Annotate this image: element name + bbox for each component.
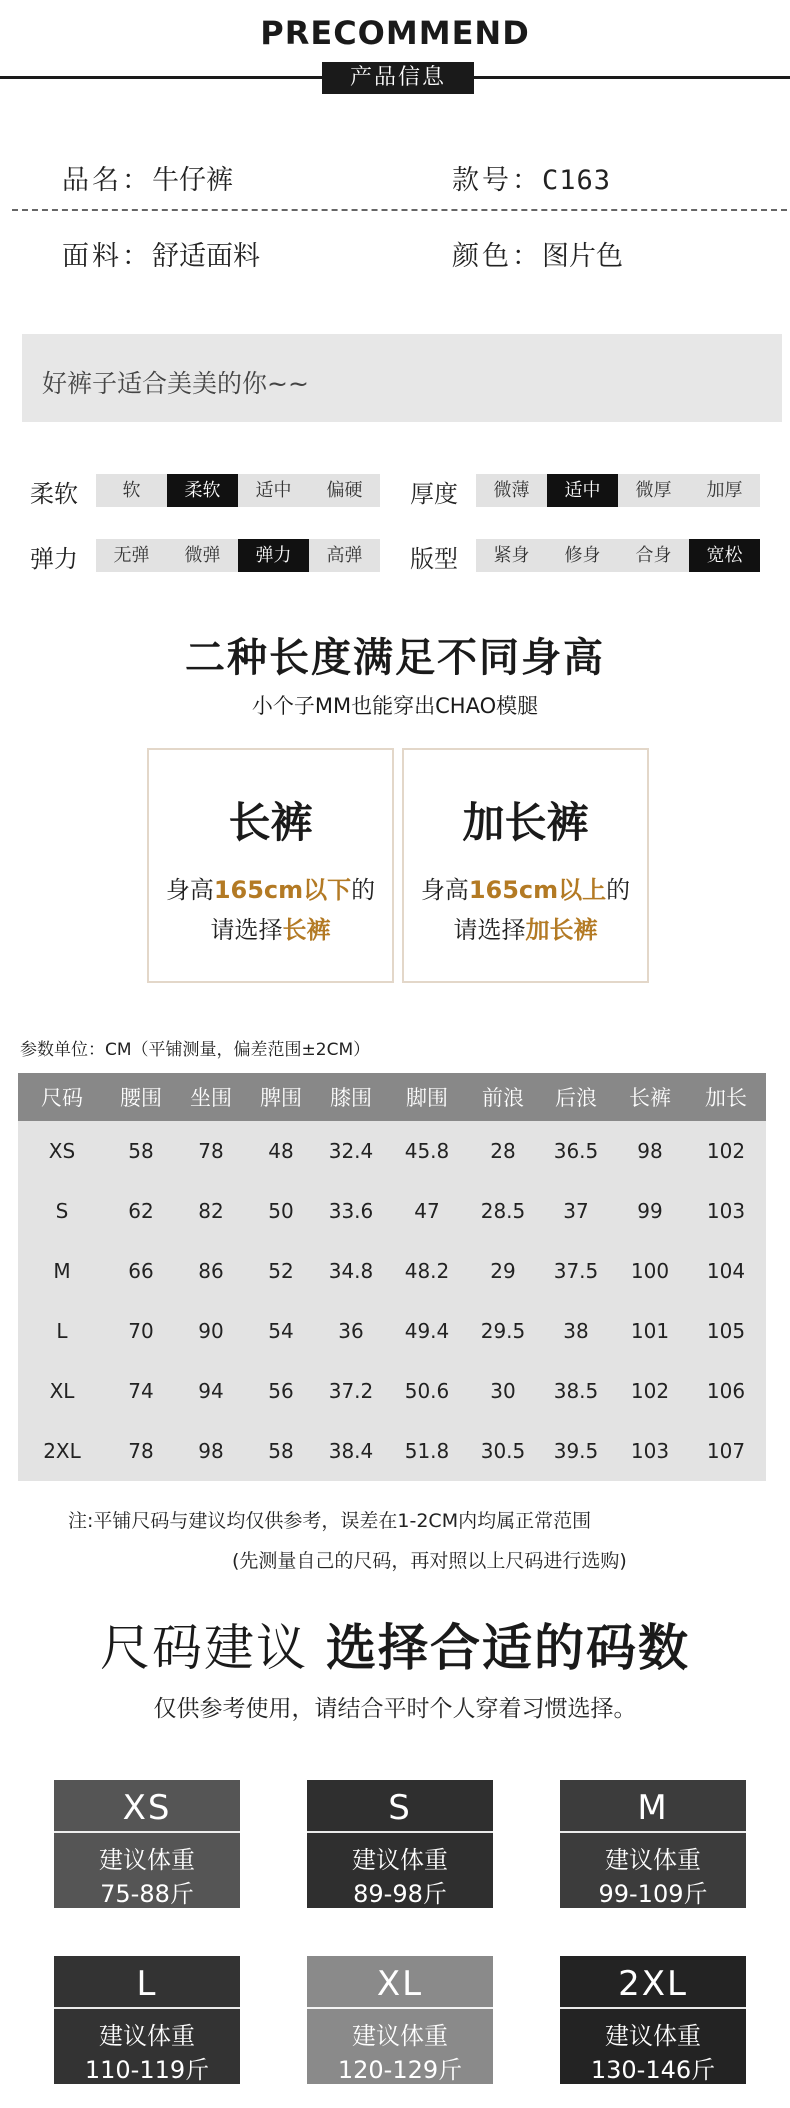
table-cell: 47: [386, 1181, 468, 1241]
table-cell: 86: [176, 1241, 246, 1301]
size-card-weight: 130-146斤: [590, 2056, 716, 2084]
fabric: [62, 234, 260, 273]
color: [452, 234, 623, 273]
table-cell-size: XL: [18, 1361, 106, 1421]
table-header: 加长: [686, 1073, 766, 1121]
table-cell: 101: [614, 1301, 686, 1361]
table-header: 长裤: [614, 1073, 686, 1121]
table-cell: 36: [316, 1301, 386, 1361]
product-name: [62, 158, 233, 197]
size-card-label: 建议体重: [605, 1846, 701, 1874]
table-cell-size: S: [18, 1181, 106, 1241]
table-cell: 37: [538, 1181, 614, 1241]
fabric-label: 面料：: [62, 241, 152, 272]
table-header: 膝围: [316, 1073, 386, 1121]
attr-thickness: [476, 474, 760, 507]
attr-option: 弹力: [238, 539, 309, 572]
size-card-xl: [307, 1956, 493, 2084]
table-cell: 66: [106, 1241, 176, 1301]
size-card-size: 2XL: [618, 1964, 688, 2004]
table-header: 前浪: [468, 1073, 538, 1121]
table-cell: 58: [106, 1121, 176, 1181]
table-cell: 48.2: [386, 1241, 468, 1301]
table-cell: 45.8: [386, 1121, 468, 1181]
size-card-label: 建议体重: [352, 2022, 448, 2050]
size-card-weight: 120-129斤: [337, 2056, 463, 2084]
length-card-choice: 请选择加长裤: [453, 916, 598, 944]
table-cell: 56: [246, 1361, 316, 1421]
table-cell: 52: [246, 1241, 316, 1301]
attr-option: 微厚: [618, 474, 689, 507]
table-row: [18, 1361, 766, 1421]
attr-option: 紧身: [476, 539, 547, 572]
table-row: [18, 1241, 766, 1301]
size-card-label: 建议体重: [352, 1846, 448, 1874]
table-cell: 105: [686, 1301, 766, 1361]
table-cell: 98: [176, 1421, 246, 1481]
table-cell-size: M: [18, 1241, 106, 1301]
table-cell: 102: [614, 1361, 686, 1421]
table-cell-size: XS: [18, 1121, 106, 1181]
size-table: [18, 1073, 766, 1481]
style-number: [452, 158, 611, 197]
size-card-label: 建议体重: [605, 2022, 701, 2050]
product-name-label: 品名：: [62, 165, 152, 196]
table-cell: 37.5: [538, 1241, 614, 1301]
table-cell: 34.8: [316, 1241, 386, 1301]
table-row: [18, 1121, 766, 1181]
table-cell: 100: [614, 1241, 686, 1301]
attr-option: 微薄: [476, 474, 547, 507]
size-card-weight: 89-98斤: [353, 1880, 447, 1908]
table-cell: 99: [614, 1181, 686, 1241]
attr-fit: [476, 539, 760, 572]
table-cell: 90: [176, 1301, 246, 1361]
table-cell: 49.4: [386, 1301, 468, 1361]
attr-label-softness: 柔软: [30, 480, 78, 508]
table-cell: 78: [106, 1421, 176, 1481]
size-card-size: S: [388, 1788, 412, 1828]
fabric-value: 舒适面料: [152, 241, 260, 272]
table-header: 脾围: [246, 1073, 316, 1121]
table-cell: 30.5: [468, 1421, 538, 1481]
table-cell: 28: [468, 1121, 538, 1181]
size-card-weight: 75-88斤: [100, 1880, 194, 1908]
length-title: 二种长度满足不同身高: [185, 635, 605, 681]
length-card-choice: 请选择长裤: [210, 916, 331, 944]
table-cell: 37.2: [316, 1361, 386, 1421]
attr-option: 适中: [238, 474, 309, 507]
product-name-value: 牛仔裤: [152, 165, 233, 196]
attr-option: 偏硬: [309, 474, 380, 507]
attr-option: 适中: [547, 474, 618, 507]
size-card-divider: [560, 2007, 746, 2009]
table-header: 脚围: [386, 1073, 468, 1121]
length-card-name: 长裤: [228, 798, 313, 847]
table-cell: 104: [686, 1241, 766, 1301]
color-value: 图片色: [542, 241, 623, 272]
attr-option: 高弹: [309, 539, 380, 572]
attr-softness: [96, 474, 380, 507]
size-card-xs: [54, 1780, 240, 1908]
slogan-text: 好裤子适合美美的你~~: [42, 369, 309, 398]
table-header: 后浪: [538, 1073, 614, 1121]
attr-option: 宽松: [689, 539, 760, 572]
size-card-2xl: [560, 1956, 746, 2084]
length-subtitle: 小个子MM也能穿出CHAO模腿: [251, 694, 539, 718]
size-card-size: XS: [122, 1788, 172, 1828]
table-cell: 98: [614, 1121, 686, 1181]
length-card-regular: [147, 748, 394, 983]
table-cell: 29.5: [468, 1301, 538, 1361]
table-cell: 54: [246, 1301, 316, 1361]
size-card-divider: [307, 1831, 493, 1833]
table-cell: 50.6: [386, 1361, 468, 1421]
attr-label-fit: 版型: [410, 545, 458, 573]
attr-option: 合身: [618, 539, 689, 572]
table-cell: 107: [686, 1421, 766, 1481]
advice-title: [0, 1608, 790, 1680]
table-cell-size: 2XL: [18, 1421, 106, 1481]
table-cell: 78: [176, 1121, 246, 1181]
page-title: PRECOMMEND: [260, 14, 530, 52]
table-cell: 103: [614, 1421, 686, 1481]
table-cell: 82: [176, 1181, 246, 1241]
attr-option: 柔软: [167, 474, 238, 507]
table-cell: 36.5: [538, 1121, 614, 1181]
attr-option: 无弹: [96, 539, 167, 572]
table-header: 腰围: [106, 1073, 176, 1121]
size-card-label: 建议体重: [99, 2022, 195, 2050]
size-card-divider: [307, 2007, 493, 2009]
table-cell: 38: [538, 1301, 614, 1361]
attr-option: 微弹: [167, 539, 238, 572]
table-unit-note: 参数单位：CM（平铺测量，偏差范围±2CM）: [20, 1040, 371, 1060]
advice-title-bold: 选择合适的码数: [325, 1619, 690, 1677]
table-cell: 70: [106, 1301, 176, 1361]
table-cell: 103: [686, 1181, 766, 1241]
size-card-divider: [560, 1831, 746, 1833]
table-row: [18, 1421, 766, 1481]
length-card-long: [402, 748, 649, 983]
size-card-weight: 99-109斤: [598, 1880, 708, 1908]
info-divider: [12, 209, 787, 211]
table-cell: 39.5: [538, 1421, 614, 1481]
table-cell: 38.5: [538, 1361, 614, 1421]
size-card-size: XL: [376, 1964, 424, 2004]
attr-label-thickness: 厚度: [410, 480, 458, 508]
table-row: [18, 1181, 766, 1241]
attr-label-stretch: 弹力: [30, 545, 78, 573]
size-card-s: [307, 1780, 493, 1908]
size-card-divider: [54, 1831, 240, 1833]
color-label: 颜色：: [452, 241, 542, 272]
attr-option: 软: [96, 474, 167, 507]
table-cell: 106: [686, 1361, 766, 1421]
attr-stretch: [96, 539, 380, 572]
table-cell-size: L: [18, 1301, 106, 1361]
advice-subtitle: 仅供参考使用，请结合平时个人穿着习惯选择。: [153, 1696, 637, 1722]
table-cell: 50: [246, 1181, 316, 1241]
table-cell: 58: [246, 1421, 316, 1481]
attr-option: 加厚: [689, 474, 760, 507]
table-cell: 102: [686, 1121, 766, 1181]
table-cell: 74: [106, 1361, 176, 1421]
table-cell: 32.4: [316, 1121, 386, 1181]
table-header: 尺码: [18, 1073, 106, 1121]
table-header: 坐围: [176, 1073, 246, 1121]
length-card-name: 加长裤: [462, 798, 589, 847]
table-cell: 38.4: [316, 1421, 386, 1481]
table-cell: 28.5: [468, 1181, 538, 1241]
table-cell: 33.6: [316, 1181, 386, 1241]
size-card-size: L: [136, 1964, 158, 2004]
style-number-value: C163: [542, 165, 612, 196]
table-cell: 94: [176, 1361, 246, 1421]
table-row: [18, 1301, 766, 1361]
table-cell: 51.8: [386, 1421, 468, 1481]
table-note-secondary: (先测量自己的尺码，再对照以上尺码进行选购): [232, 1550, 627, 1572]
advice-title-light: 尺码建议: [100, 1619, 309, 1677]
section-tag: 产品信息: [322, 62, 474, 94]
table-header-row: [18, 1073, 766, 1121]
size-card-l: [54, 1956, 240, 2084]
table-cell: 30: [468, 1361, 538, 1421]
table-cell: 48: [246, 1121, 316, 1181]
style-number-label: 款号：: [452, 165, 542, 196]
attr-option: 修身: [547, 539, 618, 572]
size-card-label: 建议体重: [99, 1846, 195, 1874]
length-card-height: 身高165cm以上的: [420, 876, 631, 904]
size-card-m: [560, 1780, 746, 1908]
table-cell: 62: [106, 1181, 176, 1241]
length-card-height: 身高165cm以下的: [165, 876, 376, 904]
table-note: 注:平铺尺码与建议均仅供参考，误差在1-2CM内均属正常范围: [68, 1510, 592, 1532]
table-cell: 29: [468, 1241, 538, 1301]
size-card-divider: [54, 2007, 240, 2009]
size-card-size: M: [637, 1788, 669, 1828]
size-card-weight: 110-119斤: [84, 2056, 210, 2084]
